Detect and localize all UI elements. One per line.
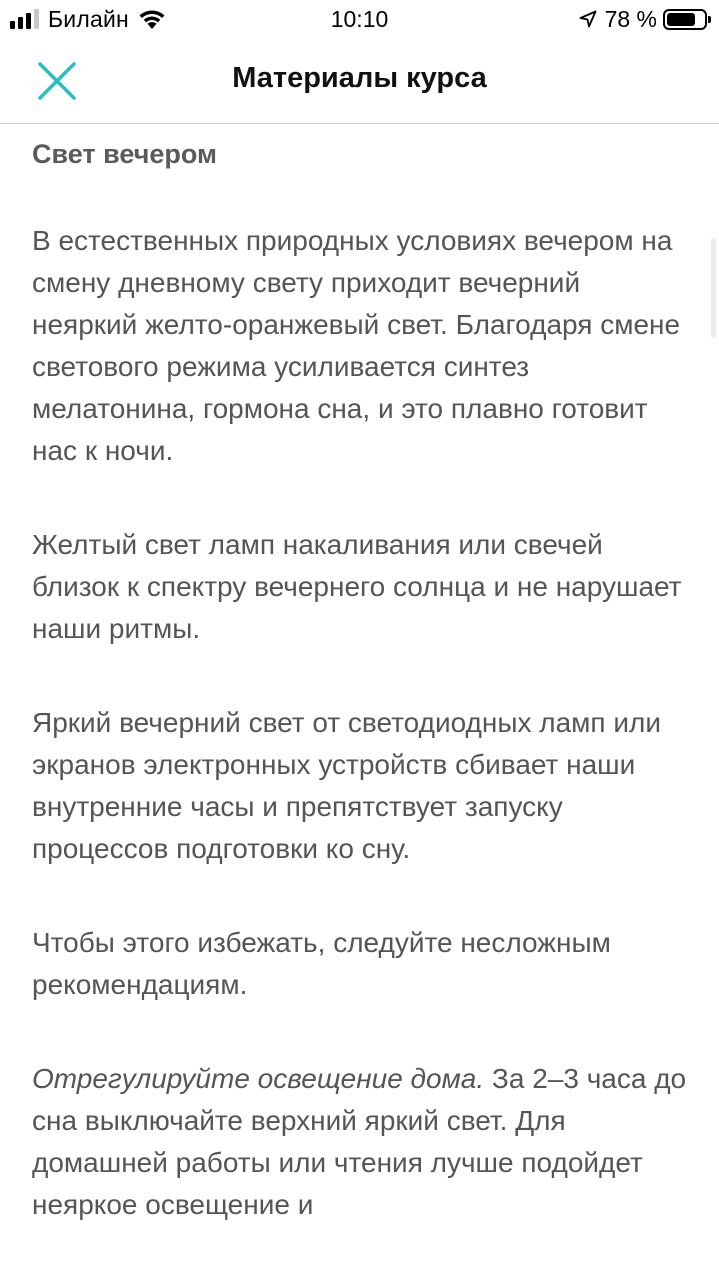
article-paragraph: Желтый свет ламп накаливания или свечей близок к спектру вечернего солнца и не нарушает наши ритмы.	[32, 529, 682, 644]
article-heading: Свет вечером	[32, 139, 218, 169]
status-right	[579, 6, 707, 32]
status-bar	[0, 0, 719, 40]
scrollbar[interactable]	[711, 238, 716, 338]
location-arrow-icon	[579, 10, 597, 28]
tip-text: За 2–3 часа до сна выключайте верхний яркий свет. Для домашней работы или чтения лучше подойдет неяркое освещение и	[32, 1063, 687, 1220]
tip-italic-lead: Отрегулируйте освещение дома.	[32, 1063, 485, 1094]
page-title: Материалы курса	[232, 62, 487, 94]
battery-percent: 78 %	[604, 5, 657, 32]
status-time: 10:10	[330, 6, 389, 32]
article-paragraph: Яркий вечерний свет от светодиодных ламп или экранов электронных устройств сбивает наши внутренние часы и препятствует запуску процессов подготовки ко сну.	[32, 707, 661, 864]
battery-nub	[708, 16, 711, 23]
article-tip-paragraph	[32, 1058, 692, 1226]
battery-fill	[667, 13, 695, 26]
article-paragraph: Чтобы этого избежать, следуйте несложным рекомендациям.	[32, 927, 611, 1000]
carrier-name: Билайн	[48, 5, 129, 32]
article-paragraph: В естественных природных условиях вечером на смену дневному свету приходит вечерний неяркий желто-оранжевый свет. Благодаря смене светового режима усиливается синтез мелатонина, гормона сна, и это плавно готовит нас к ночи.	[32, 225, 681, 466]
battery-icon	[663, 9, 707, 30]
nav-bar	[0, 40, 719, 124]
article-content	[32, 124, 692, 1226]
